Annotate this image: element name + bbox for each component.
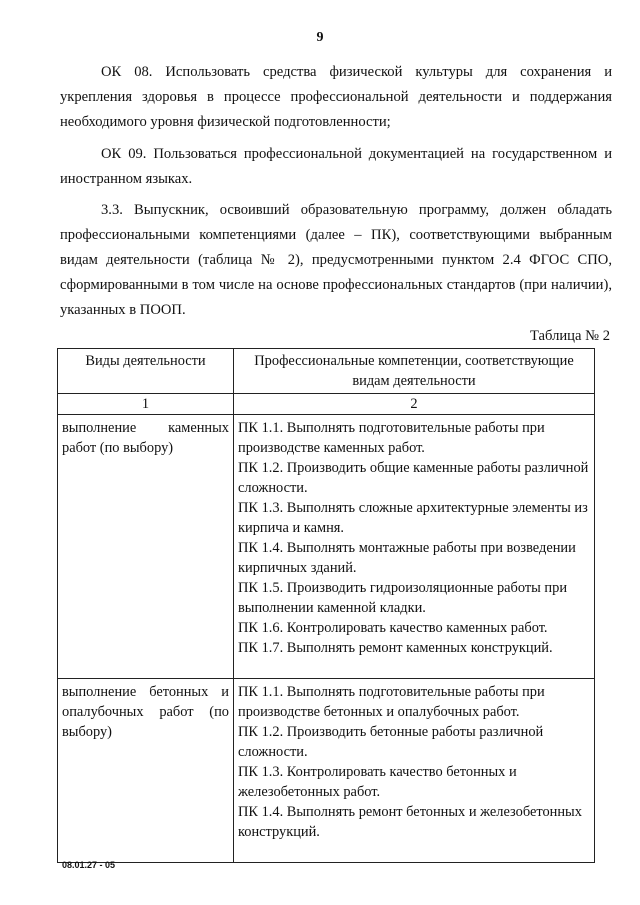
competency-item: ПК 1.6. Контролировать качество каменных работ.: [238, 620, 548, 636]
competency-item: ПК 1.3. Контролировать качество бетонных и железобетонных работ.: [238, 764, 517, 800]
paragraph-ok09: ОК 09. Пользоваться профессиональной документацией на государственном и иностранном языках.: [60, 146, 612, 187]
column-number-2: 2: [234, 394, 595, 415]
table-body: [58, 415, 595, 863]
table-header-row: [58, 349, 595, 394]
footer-code: 08.01.27 - 05: [62, 860, 116, 870]
page-number: 9: [316, 30, 324, 45]
competency-item: ПК 1.2. Производить бетонные работы различной сложности.: [238, 724, 544, 760]
competencies-cell: [234, 415, 595, 679]
activity-cell: выполнение бетонных и опалубочных работ (по выбору): [58, 679, 234, 863]
table-row: [58, 679, 595, 863]
competencies-table: [57, 348, 595, 863]
header-competencies: Профессиональные компетенции, соответствующие видам деятельности: [234, 349, 595, 394]
competency-item: ПК 1.5. Производить гидроизоляционные работы при выполнении каменной кладки.: [238, 580, 568, 616]
column-number-1: 1: [58, 394, 234, 415]
competency-item: ПК 1.2. Производить общие каменные работы различной сложности.: [238, 460, 589, 496]
paragraph-3-3: 3.3. Выпускник, освоивший образовательную программу, должен обладать профессиональными компетенциями (далее – ПК), соответствующими выбранным видам деятельности (таблица № 2), предусмотренными пунктом 2.4 ФГОС СПО, сформированными в том числе на основе профессиональных стандартов (при наличии), указанных в ПООП.: [60, 202, 612, 318]
competencies-cell: [234, 679, 595, 863]
paragraph-ok08: ОК 08. Использовать средства физической культуры для сохранения и укрепления здоровья в процессе профессиональной деятельности и поддержания необходимого уровня физической подготовленности;: [60, 64, 612, 130]
table-caption: Таблица № 2: [530, 328, 610, 344]
competency-item: ПК 1.1. Выполнять подготовительные работы при производстве каменных работ.: [238, 420, 545, 456]
competency-item: ПК 1.4. Выполнять монтажные работы при возведении кирпичных зданий.: [238, 540, 576, 576]
competency-item: ПК 1.7. Выполнять ремонт каменных конструкций.: [238, 640, 553, 656]
competency-item: ПК 1.1. Выполнять подготовительные работы при производстве бетонных и опалубочных работ.: [238, 684, 545, 720]
column-number-row: [58, 394, 595, 415]
competency-item: ПК 1.3. Выполнять сложные архитектурные элементы из кирпича и камня.: [238, 500, 588, 536]
header-activities: Виды деятельности: [58, 349, 234, 394]
table-row: [58, 415, 595, 679]
activity-cell: выполнение каменных работ (по выбору): [58, 415, 234, 679]
competency-item: ПК 1.4. Выполнять ремонт бетонных и железобетонных конструкций.: [238, 804, 582, 840]
